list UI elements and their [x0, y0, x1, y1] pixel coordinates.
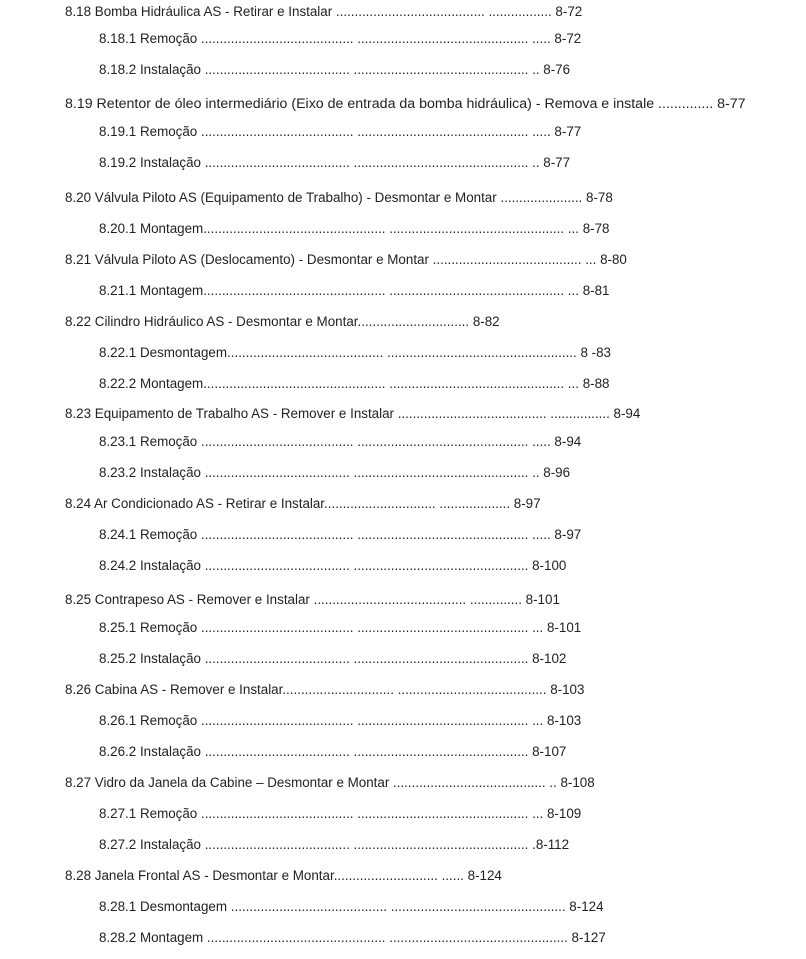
toc-entry-8-18-2[interactable]: 8.18.2 Instalação ....................................... ............................................... .. 8-76 — [99, 62, 571, 77]
toc-entry-8-20[interactable]: 8.20 Válvula Piloto AS (Equipamento de Trabalho) - Desmontar e Montar ...................... 8-78 — [65, 190, 613, 205]
toc-entry-8-23-1[interactable]: 8.23.1 Remoção ......................................... .............................................. ..... 8-94 — [99, 434, 582, 449]
toc-entry-8-26[interactable]: 8.26 Cabina AS - Remover e Instalar.............................. ........................................ 8-103 — [65, 682, 585, 697]
toc-entry-8-25-1[interactable]: 8.25.1 Remoção ......................................... .............................................. ... 8-101 — [99, 620, 582, 635]
toc-entry-8-26-2[interactable]: 8.26.2 Instalação ....................................... ............................................... 8-107 — [99, 744, 567, 759]
toc-entry-8-21-1[interactable]: 8.21.1 Montagem................................................. ............................................... ... 8-81 — [99, 283, 610, 298]
toc-entry-8-28-1[interactable]: 8.28.1 Desmontagem .......................................... ............................................... 8-124 — [99, 899, 604, 914]
toc-entry-8-18[interactable]: 8.18 Bomba Hidráulica AS - Retirar e Instalar ........................................ ................. 8-72 — [65, 4, 583, 19]
toc-entry-8-24-1[interactable]: 8.24.1 Remoção ......................................... .............................................. ..... 8-97 — [99, 527, 582, 542]
toc-entry-8-19-2[interactable]: 8.19.2 Instalação ....................................... ............................................... .. 8-77 — [99, 155, 571, 170]
toc-entry-8-28-2[interactable]: 8.28.2 Montagem ................................................ ................................................ 8-127 — [99, 930, 606, 945]
toc-entry-8-20-1[interactable]: 8.20.1 Montagem................................................. ............................................... ... 8-78 — [99, 221, 610, 236]
toc-entry-8-28[interactable]: 8.28 Janela Frontal AS - Desmontar e Montar............................ ...... 8-124 — [65, 868, 502, 883]
toc-entry-8-25-2[interactable]: 8.25.2 Instalação ....................................... ............................................... 8-102 — [99, 651, 567, 666]
toc-entry-8-22[interactable]: 8.22 Cilindro Hidráulico AS - Desmontar e Montar.............................. 8-82 — [65, 314, 500, 329]
toc-entry-8-27-2[interactable]: 8.27.2 Instalação ....................................... ............................................... .8-112 — [99, 837, 570, 852]
toc-entry-8-24-2[interactable]: 8.24.2 Instalação ....................................... ............................................... 8-100 — [99, 558, 567, 573]
toc-entry-8-27-1[interactable]: 8.27.1 Remoção ......................................... .............................................. ... 8-109 — [99, 806, 582, 821]
toc-entry-8-25[interactable]: 8.25 Contrapeso AS - Remover e Instalar ......................................... .............. 8-101 — [65, 592, 560, 607]
toc-entry-8-23[interactable]: 8.23 Equipamento de Trabalho AS - Remover e Instalar ........................................ ................ 8-94 — [65, 406, 641, 421]
toc-entry-8-27[interactable]: 8.27 Vidro da Janela da Cabine – Desmontar e Montar ......................................... .. 8-108 — [65, 775, 595, 790]
toc-entry-8-23-2[interactable]: 8.23.2 Instalação ....................................... ............................................... .. 8-96 — [99, 465, 571, 480]
toc-entry-8-21[interactable]: 8.21 Válvula Piloto AS (Deslocamento) - Desmontar e Montar ........................................ ... 8-80 — [65, 252, 627, 267]
toc-entry-8-19[interactable]: 8.19 Retentor de óleo intermediário (Eixo de entrada da bomba hidráulica) - Remova e instale .............. 8-77 — [65, 96, 746, 112]
toc-entry-8-22-2[interactable]: 8.22.2 Montagem................................................. ............................................... ... 8-88 — [99, 376, 610, 391]
toc-entry-8-19-1[interactable]: 8.19.1 Remoção ......................................... .............................................. ..... 8-77 — [99, 124, 582, 139]
toc-entry-8-22-1[interactable]: 8.22.1 Desmontagem.......................................... ................................................... 8 -83 — [99, 345, 611, 360]
toc-entry-8-24[interactable]: 8.24 Ar Condicionado AS - Retirar e Instalar.............................. ................... 8-97 — [65, 496, 541, 511]
toc-entry-8-26-1[interactable]: 8.26.1 Remoção ......................................... .............................................. ... 8-103 — [99, 713, 582, 728]
toc-entry-8-18-1[interactable]: 8.18.1 Remoção ......................................... .............................................. ..... 8-72 — [99, 31, 582, 46]
